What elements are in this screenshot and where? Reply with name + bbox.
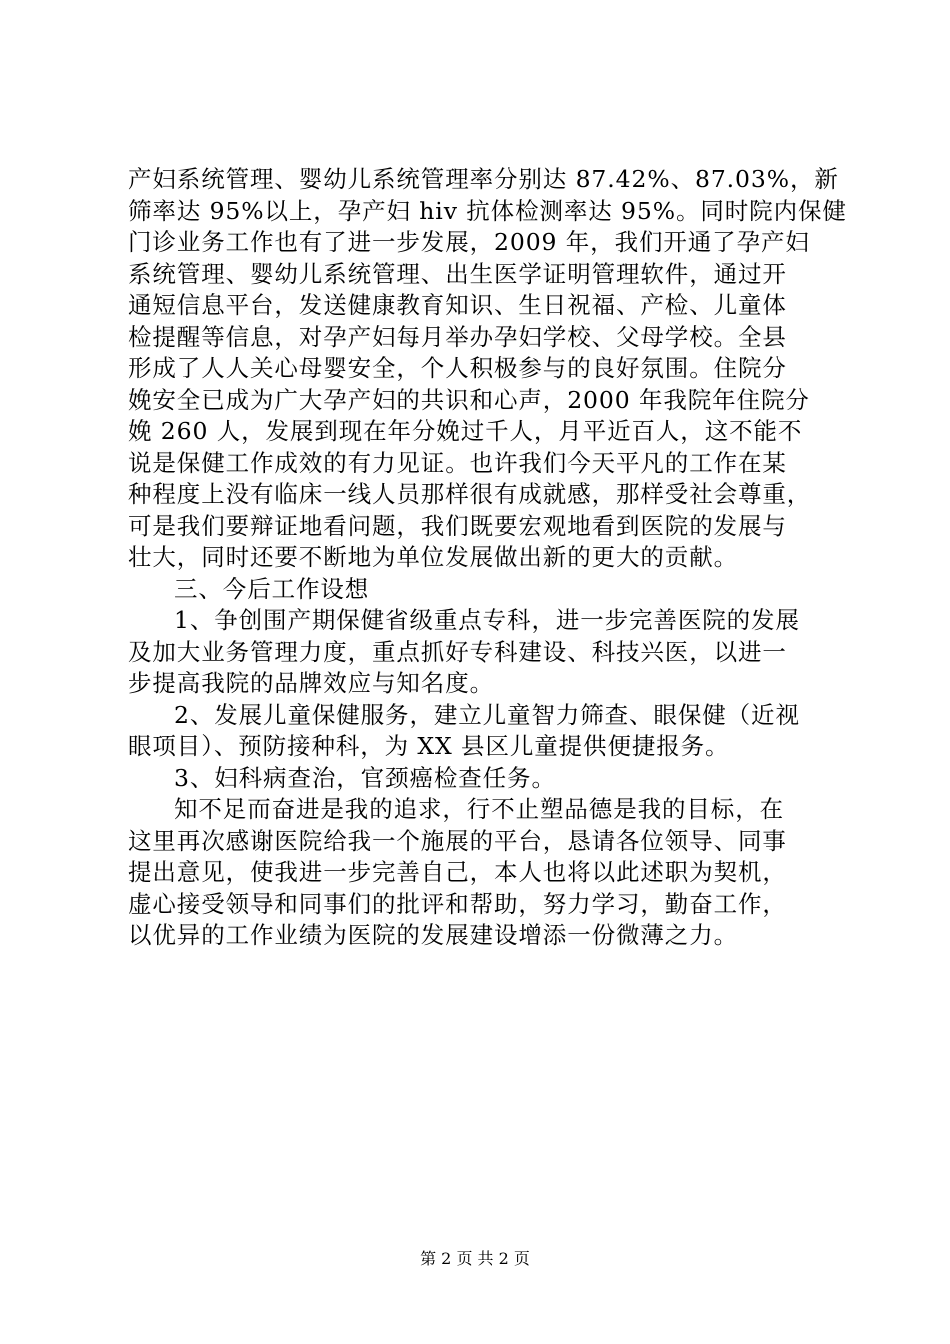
text-line: 门诊业务工作也有了进一步发展，2009 年，我们开通了孕产妇 (128, 228, 810, 256)
page-footer (0, 1249, 950, 1269)
text-line: 这里再次感谢医院给我一个施展的平台，恳请各位领导、同事 (128, 826, 787, 855)
text-line: 步提高我院的品牌效应与知名度。 (128, 669, 494, 697)
text-line: 及加大业务管理力度，重点抓好专科建设、科技兴医，以进一 (128, 637, 787, 666)
text-line: 娩安全已成为广大孕产妇的共识和心声，2000 年我院年住院分 (128, 385, 810, 414)
text-line: 检提醒等信息，对孕产妇每月举办孕妇学校、父母学校。全县 (128, 322, 787, 351)
document-body (128, 164, 847, 952)
text-line: 知不足而奋进是我的追求，行不止塑品德是我的目标，在 (174, 795, 784, 823)
text-line: 通短信息平台，发送健康教育知识、生日祝福、产检、儿童体 (128, 291, 787, 319)
text-line: 虚心接受领导和同事们的批评和帮助，努力学习，勤奋工作， (128, 889, 787, 918)
text-line: 以优异的工作业绩为医院的发展建设增添一份微薄之力。 (128, 921, 738, 949)
text-line: 筛率达 95%以上，孕产妇 hiv 抗体检测率达 95%。同时院内保健 (128, 196, 847, 225)
text-line: 壮大，同时还要不断地为单位发展做出新的更大的贡献。 (128, 543, 738, 571)
text-line: 提出意见，使我进一步完善自己，本人也将以此述职为契机， (128, 858, 787, 886)
text-line: 眼项目）、预防接种科，为 XX 县区儿童提供便捷报务。 (128, 732, 730, 760)
text-line: 说是保健工作成效的有力见证。也许我们今天平凡的工作在某 (128, 448, 787, 477)
text-line: 产妇系统管理、婴幼儿系统管理率分别达 87.42%、87.03%，新 (128, 165, 839, 193)
text-line: 可是我们要辩证地看问题，我们既要宏观地看到医院的发展与 (128, 511, 787, 540)
text-line: 娩 260 人，发展到现在年分娩过千人，月平近百人，这不能不 (128, 417, 803, 445)
text-line: 种程度上没有临床一线人员那样很有成就感，那样受社会尊重， (128, 480, 812, 508)
section-heading: 三、今后工作设想 (174, 574, 370, 603)
text-line: 系统管理、婴幼儿系统管理、出生医学证明管理软件，通过开 (128, 259, 787, 288)
text-line: 形成了人人关心母婴安全，个人积极参与的良好氛围。住院分 (128, 354, 787, 382)
page-number: 第 2 页 共 2 页 (420, 1249, 530, 1268)
text-line: 2、发展儿童保健服务，建立儿童智力筛查、眼保健（近视 (174, 700, 800, 729)
text-line: 1、争创围产期保健省级重点专科，进一步完善医院的发展 (174, 606, 800, 634)
text-line: 3、妇科病查治，官颈癌检查任务。 (174, 763, 556, 792)
